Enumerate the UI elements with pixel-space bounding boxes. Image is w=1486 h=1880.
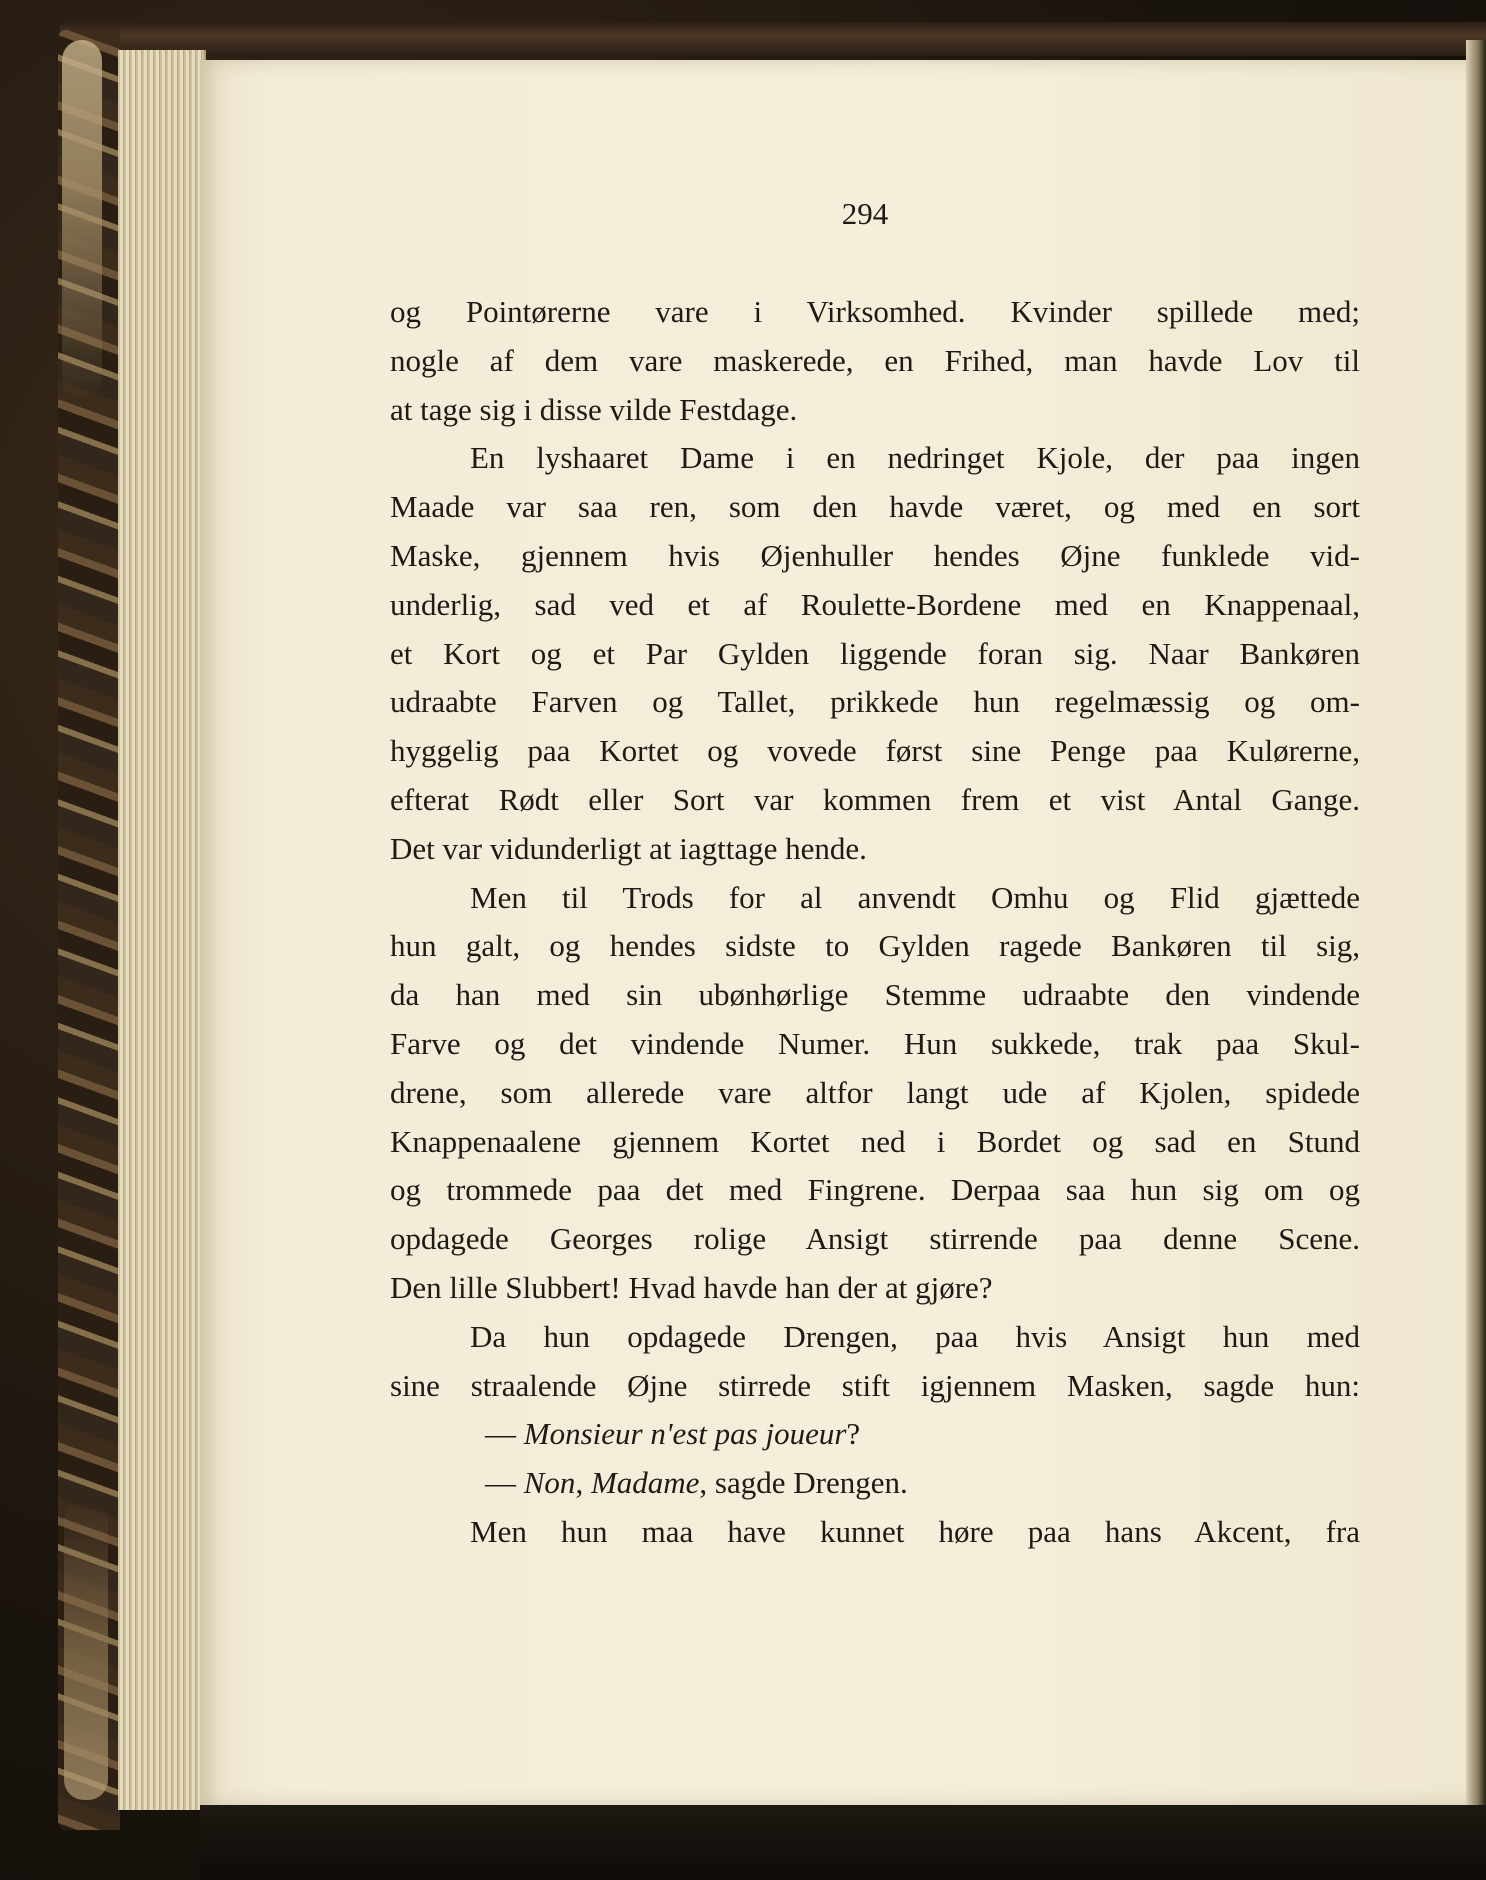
right-page-edge xyxy=(1466,40,1486,1830)
text-line: En lyshaaret Dame i en nedringet Kjole, der paa ingen xyxy=(470,440,1360,476)
body-text xyxy=(390,288,1360,1557)
text-line: Maade var saa ren, som den havde været, og med en sort xyxy=(390,489,1360,525)
text-line: Farve og det vindende Numer. Hun sukkede, trak paa Skul- xyxy=(390,1025,1360,1061)
text-line: Knappenaalene gjennem Kortet ned i Bordet og sad en Stund xyxy=(390,1123,1360,1159)
text-line: Da hun opdagede Drengen, paa hvis Ansigt hun med xyxy=(470,1318,1360,1354)
dialog-dash: — xyxy=(485,1465,516,1501)
text-line: Den lille Slubbert! Hvad havde han der at gjøre? xyxy=(390,1269,993,1305)
text-line: Det var vidunderligt at iagttage hende. xyxy=(390,830,867,866)
text-line: da han med sin ubønhørlige Stemme udraabte den vindende xyxy=(390,977,1360,1013)
text-line: nogle af dem vare maskerede, en Frihed, man havde Lov til xyxy=(390,342,1360,378)
dialog-dash: — xyxy=(485,1416,516,1452)
text-line: et Kort og et Par Gylden liggende foran sig. Naar Bankøren xyxy=(390,635,1360,671)
text-line: hun galt, og hendes sidste to Gylden ragede Bankøren til sig, xyxy=(390,928,1360,964)
bottom-shadow xyxy=(200,1805,1486,1880)
text-line: underlig, sad ved et af Roulette-Bordene med en Knappenaal, xyxy=(390,586,1360,622)
text-line: og trommede paa det med Fingrene. Derpaa saa hun sig om og xyxy=(390,1172,1360,1208)
dialog-line xyxy=(390,1459,1360,1508)
text-line: udraabte Farven og Tallet, prikkede hun regelmæssig og om- xyxy=(390,684,1360,720)
text-line: hyggelig paa Kortet og vovede først sine Penge paa Kulørerne, xyxy=(390,733,1360,769)
top-binding-edge xyxy=(60,22,1486,56)
text-line: sine straalende Øjne stirrede stift igjennem Masken, sagde hun: xyxy=(390,1367,1360,1403)
dialog-rest: , sagde Drengen. xyxy=(699,1465,908,1501)
dialog-italic: Non xyxy=(523,1465,576,1501)
text-line: drene, som allerede vare altfor langt ude af Kjolen, spidede xyxy=(390,1074,1360,1110)
cover-wear-top xyxy=(62,40,102,400)
dialog-sep: , xyxy=(575,1465,591,1501)
page-block-edge xyxy=(118,50,206,1810)
text-line: Maske, gjennem hvis Øjenhuller hendes Øjne funklede vid- xyxy=(390,537,1360,573)
text-line: at tage sig i disse vilde Festdage. xyxy=(390,391,798,427)
dialog-punct: ? xyxy=(846,1416,861,1452)
text-line: Men til Trods for al anvendt Omhu og Flid gjættede xyxy=(470,879,1360,915)
text-line: efterat Rødt eller Sort var kommen frem et vist Antal Gange. xyxy=(390,781,1360,817)
dialog-italic: Monsieur n'est pas joueur xyxy=(523,1416,847,1452)
page-number: 294 xyxy=(841,196,889,231)
dialog-italic: Madame xyxy=(590,1465,700,1501)
cover-wear-bottom xyxy=(64,1500,108,1800)
text-line: opdagede Georges rolige Ansigt stirrende paa denne Scene. xyxy=(390,1221,1360,1257)
dialog-line xyxy=(390,1410,1360,1459)
text-line: og Pointørerne vare i Virksomhed. Kvinder spillede med; xyxy=(390,294,1360,329)
text-line: Men hun maa have kunnet høre paa hans Akcent, fra xyxy=(470,1513,1360,1549)
